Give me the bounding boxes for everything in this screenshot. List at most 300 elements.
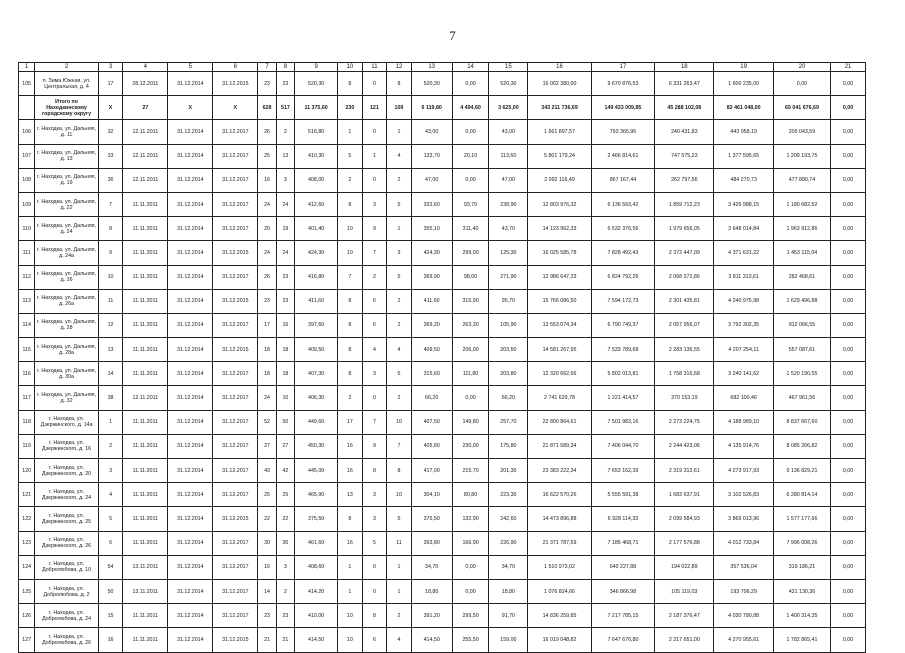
table-cell: 9 [98, 241, 123, 265]
table-cell: 11.11.2011 [123, 241, 168, 265]
table-cell: 407,30 [295, 362, 338, 386]
table-cell: 111,80 [452, 362, 489, 386]
table-cell: 6 [98, 531, 123, 555]
table-cell: 22 [276, 507, 294, 531]
table-cell: 31.12.2017 [213, 531, 258, 555]
table-cell: 271,90 [489, 265, 528, 289]
table-cell: 0,00 [831, 72, 866, 96]
table-cell: 122 [19, 507, 35, 531]
table-cell: 257,70 [489, 410, 528, 434]
table-cell: 25 [258, 144, 276, 168]
table-cell: 127 [19, 628, 35, 652]
table-cell: 2 [338, 386, 363, 410]
table-cell: 23 [258, 72, 276, 96]
table-cell: 407,50 [411, 410, 452, 434]
table-cell: 7 647 676,80 [591, 628, 654, 652]
address-cell: г. Находка, ул. Дзержинского, д. 24 [35, 483, 98, 507]
table-cell: 11 375,60 [295, 96, 338, 120]
table-cell: 2 068 272,86 [655, 265, 714, 289]
table-cell: 628 [258, 96, 276, 120]
table-cell: 242,60 [489, 507, 528, 531]
table-cell: 93,70 [452, 192, 489, 216]
table-cell: 109 [387, 96, 412, 120]
table-cell: 8 [338, 192, 363, 216]
table-cell: 8 [338, 362, 363, 386]
table-cell: 0,00 [831, 483, 866, 507]
table-cell: 226,90 [489, 531, 528, 555]
table-cell: 370 153,19 [655, 386, 714, 410]
table-cell: 26 [258, 120, 276, 144]
table-cell: 45 288 102,08 [655, 96, 714, 120]
table-cell: 401,40 [295, 217, 338, 241]
table-cell: 31.12.2015 [213, 72, 258, 96]
table-cell: 111 [19, 241, 35, 265]
table-cell: 114 [19, 313, 35, 337]
table-cell: 12.11.2011 [123, 120, 168, 144]
table-cell: 4 494,60 [452, 96, 489, 120]
table-cell: 409,50 [411, 338, 452, 362]
table-cell: 31.12.2014 [168, 604, 213, 628]
table-cell: 467 961,56 [773, 386, 830, 410]
table-cell: 31.12.2017 [213, 313, 258, 337]
table-cell: 11.11.2011 [123, 192, 168, 216]
table-cell: 2 [338, 168, 363, 192]
table-cell: 0,00 [452, 555, 489, 579]
table-cell: 5 [387, 507, 412, 531]
table-cell: 416,80 [295, 265, 338, 289]
address-cell: г. Находка, ул. Дальняя, д. 26а [35, 289, 98, 313]
table-cell: 0 [362, 168, 387, 192]
table-cell: 10 [387, 410, 412, 434]
table-cell: 126 [19, 604, 35, 628]
table-cell: 16 [338, 531, 363, 555]
table-cell: 21 871 589,34 [528, 434, 591, 458]
table-cell: 240 431,83 [655, 120, 714, 144]
table-cell: 11.11.2011 [123, 217, 168, 241]
table-cell: 4 188 989,10 [714, 410, 773, 434]
table-cell: 9 [362, 217, 387, 241]
table-cell: 7 [98, 192, 123, 216]
column-number: 20 [773, 63, 830, 72]
table-cell: 1 629 496,88 [773, 289, 830, 313]
table-cell: 0,00 [452, 168, 489, 192]
table-cell: 315,90 [452, 289, 489, 313]
table-cell: 11 [387, 531, 412, 555]
table-cell: 8 [362, 459, 387, 483]
address-cell: г. Находка, ул. Добролюбова, д. 24 [35, 604, 98, 628]
table-cell: 159,00 [489, 628, 528, 652]
table-cell: 16 622 570,26 [528, 483, 591, 507]
column-number: 7 [258, 63, 276, 72]
address-cell: г. Находка, ул. Дальняя, д. 32 [35, 386, 98, 410]
table-cell: 107 [19, 144, 35, 168]
table-cell: 5 [387, 192, 412, 216]
table-cell: 0,00 [452, 120, 489, 144]
table-cell: 461,60 [295, 531, 338, 555]
table-cell: 6 [362, 313, 387, 337]
table-cell: 31.12.2015 [213, 241, 258, 265]
table-cell: 28.12.2011 [123, 72, 168, 96]
table-cell: 9 136 829,21 [773, 459, 830, 483]
table-cell: 7 533 789,68 [591, 338, 654, 362]
table-cell: 10 [338, 217, 363, 241]
table-cell: 2 [98, 434, 123, 458]
table-cell: 23 [276, 289, 294, 313]
table-cell: 3 792 302,35 [714, 313, 773, 337]
table-cell: 411,60 [295, 289, 338, 313]
column-number: 9 [295, 63, 338, 72]
table-cell: 3 426 988,15 [714, 192, 773, 216]
table-cell: 125 [19, 579, 35, 603]
table-cell: 410,00 [295, 604, 338, 628]
table-cell: 32 [98, 120, 123, 144]
page-number: 7 [449, 28, 456, 43]
table-cell: 11.11.2011 [123, 410, 168, 434]
table-cell: 149 433 009,85 [591, 96, 654, 120]
table-cell: 203,80 [489, 362, 528, 386]
table-cell: 175,80 [489, 434, 528, 458]
table-cell: 31.12.2014 [168, 483, 213, 507]
table-cell: 1 [338, 120, 363, 144]
table-cell: 410,30 [295, 144, 338, 168]
table-cell: 105 119,03 [655, 579, 714, 603]
table-cell: 65 041 676,69 [773, 96, 830, 120]
table-cell: 2 187 376,47 [655, 604, 714, 628]
table-cell: 17 [258, 313, 276, 337]
table-cell: 11.11.2011 [123, 338, 168, 362]
table-cell: 14 123 962,33 [528, 217, 591, 241]
table-cell: 31.12.2017 [213, 434, 258, 458]
table-cell: 50 [98, 579, 123, 603]
table-cell: 31.12.2017 [213, 555, 258, 579]
table-cell: 4 [362, 338, 387, 362]
table-cell: 83 461 048,00 [714, 96, 773, 120]
table-row [19, 168, 866, 192]
table-cell: 7 185 468,71 [591, 531, 654, 555]
table-cell: 4 012 733,84 [714, 531, 773, 555]
table-cell: 223,30 [489, 483, 528, 507]
table-cell: 31.12.2014 [168, 313, 213, 337]
table-cell: 16 [98, 628, 123, 652]
column-number: 10 [338, 63, 363, 72]
table-cell: 27 [123, 96, 168, 120]
table-cell: 3 [276, 168, 294, 192]
table-row [19, 434, 866, 458]
table-cell: 38 [98, 386, 123, 410]
table-cell: 431 130,36 [773, 579, 830, 603]
table-cell: 2 317 651,00 [655, 628, 714, 652]
table-cell: 10 [387, 483, 412, 507]
table-cell: 1 180 682,52 [773, 192, 830, 216]
table-cell: 13.11.2011 [123, 579, 168, 603]
table-cell: 31.12.2017 [213, 483, 258, 507]
table-cell: 16 019 048,82 [528, 628, 591, 652]
table-cell: 5 [98, 507, 123, 531]
table-cell: 3 [362, 483, 387, 507]
table-cell: 6 331 263,47 [655, 72, 714, 96]
table-cell: 23 [258, 604, 276, 628]
table-cell: 2 [276, 120, 294, 144]
table-cell: 31.12.2017 [213, 120, 258, 144]
table-cell: 106 [19, 120, 35, 144]
table-cell: 91,70 [489, 604, 528, 628]
table-cell: 110 [19, 217, 35, 241]
table-cell: 1 979 656,05 [655, 217, 714, 241]
table-cell: 24 [258, 386, 276, 410]
column-number: 4 [123, 63, 168, 72]
table-cell: 121 [19, 483, 35, 507]
table-cell: 132,90 [452, 507, 489, 531]
table-cell: 7 594 172,73 [591, 289, 654, 313]
table-row [19, 289, 866, 313]
table-cell: 31.12.2014 [168, 362, 213, 386]
table-cell: 11.11.2011 [123, 362, 168, 386]
table-row [19, 120, 866, 144]
table-cell: 6 136 593,42 [591, 192, 654, 216]
table-cell: 24 [258, 192, 276, 216]
table-cell: 0,00 [452, 386, 489, 410]
table-cell: 80,80 [452, 483, 489, 507]
table-cell: 10 [338, 241, 363, 265]
table-cell: 2 099 584,93 [655, 507, 714, 531]
table-cell: 414,50 [411, 628, 452, 652]
table-cell: 31.12.2017 [213, 217, 258, 241]
table-cell: 13 [98, 338, 123, 362]
table-cell: 1 782 865,41 [773, 628, 830, 652]
table-cell: 255,50 [452, 628, 489, 652]
table-cell: 124 [19, 555, 35, 579]
table-cell: 1 453 115,04 [773, 241, 830, 265]
table-cell: 20 [258, 217, 276, 241]
table-cell: 299,00 [452, 241, 489, 265]
table-cell: 14 581 267,95 [528, 338, 591, 362]
table-cell: 24 [276, 241, 294, 265]
table-cell: 0,00 [831, 217, 866, 241]
table-cell: 304,10 [411, 483, 452, 507]
table-cell: 0,00 [831, 531, 866, 555]
table-cell: 11.11.2011 [123, 531, 168, 555]
table-cell: 0,00 [831, 241, 866, 265]
table-cell: 14 473 896,88 [528, 507, 591, 531]
table-cell: 311,40 [452, 217, 489, 241]
table-cell: 0,00 [773, 72, 830, 96]
table-cell: 116 [19, 362, 35, 386]
table-cell: 206,00 [452, 338, 489, 362]
table-cell: 2 [387, 604, 412, 628]
table-cell: 33 [98, 144, 123, 168]
table-cell: 7 996 008,26 [773, 531, 830, 555]
table-cell: 640 227,88 [591, 555, 654, 579]
column-number: 6 [213, 63, 258, 72]
table-cell: 11.11.2011 [123, 483, 168, 507]
table-cell: 1 963 912,86 [773, 217, 830, 241]
table-cell: 119 [19, 434, 35, 458]
table-cell: 0,00 [831, 459, 866, 483]
table-cell: 6 119,80 [411, 96, 452, 120]
table-cell: 2 [387, 289, 412, 313]
table-cell: 0 [362, 555, 387, 579]
address-cell: г. Находка, ул. Дальняя, д. 11 [35, 120, 98, 144]
table-cell: X [213, 96, 258, 120]
table-cell: 8 [338, 507, 363, 531]
table-cell: 11 [98, 289, 123, 313]
address-cell: г. Находка, ул. Дальняя, д. 19 [35, 168, 98, 192]
table-cell: 7 828 492,43 [591, 241, 654, 265]
table-cell: 18,80 [489, 579, 528, 603]
table-cell: 22 [258, 507, 276, 531]
table-cell: 355,10 [411, 217, 452, 241]
table-cell: 282 468,61 [773, 265, 830, 289]
table-cell: 11.11.2011 [123, 507, 168, 531]
table-cell: 4 135 914,76 [714, 434, 773, 458]
table-cell: 16 [258, 555, 276, 579]
table-cell: 14 [258, 579, 276, 603]
table-cell: 17 [98, 72, 123, 96]
table-cell: 1 758 316,68 [655, 362, 714, 386]
table-cell: 263,30 [452, 313, 489, 337]
table-cell: 31.12.2014 [168, 459, 213, 483]
table-cell: 6 790 749,37 [591, 313, 654, 337]
table-row [19, 459, 866, 483]
table-cell: 1 [338, 579, 363, 603]
table-cell: 31.12.2017 [213, 362, 258, 386]
table-cell: 52 [258, 410, 276, 434]
table-cell: 2 177 576,88 [655, 531, 714, 555]
table-cell: 2 [387, 313, 412, 337]
table-cell: 0,00 [831, 604, 866, 628]
table-cell: 113,60 [489, 144, 528, 168]
table-cell: 520,30 [489, 72, 528, 96]
table-body [19, 63, 866, 653]
table-cell: 34,70 [489, 555, 528, 579]
table-cell: 0,00 [831, 507, 866, 531]
table-cell: 238,90 [489, 192, 528, 216]
address-cell: г. Находка, ул. Дзержинского, д. 14а [35, 410, 98, 434]
table-cell: 23 [276, 604, 294, 628]
table-cell: 2 [387, 386, 412, 410]
address-cell: п. Зима Южная, ул. Центральная, д. 4 [35, 72, 98, 96]
table-cell: 1 [338, 555, 363, 579]
table-cell: 0,00 [831, 144, 866, 168]
table-cell: 4 240 975,98 [714, 289, 773, 313]
table-cell: 2 057 956,07 [655, 313, 714, 337]
table-cell: 16 [276, 313, 294, 337]
table-cell: 319 186,21 [773, 555, 830, 579]
address-cell: г. Находка, ул. Дальняя, д. 24 [35, 217, 98, 241]
table-row [19, 362, 866, 386]
table-cell: 95,70 [489, 289, 528, 313]
table-cell: 31.12.2015 [213, 338, 258, 362]
table-row [19, 338, 866, 362]
table-cell: 0,00 [831, 410, 866, 434]
table-cell: 0,00 [831, 168, 866, 192]
table-cell: 0,00 [452, 579, 489, 603]
table-cell: 4 [387, 338, 412, 362]
table-cell: 4 273 917,93 [714, 459, 773, 483]
address-cell: г. Находка, ул. Дзержинского, д. 16 [35, 434, 98, 458]
table-cell: 424,30 [411, 241, 452, 265]
table-cell: 31.12.2017 [213, 386, 258, 410]
table-cell [19, 96, 35, 120]
table-cell: 517 [276, 96, 294, 120]
table-cell: 201,30 [489, 459, 528, 483]
table-row [19, 579, 866, 603]
table-cell: 262 797,56 [655, 168, 714, 192]
table-cell: 54 [98, 555, 123, 579]
column-number: 16 [528, 63, 591, 72]
address-cell: г. Находка, ул. Дальняя, д. 24а [35, 241, 98, 265]
table-cell: 30 [276, 531, 294, 555]
table-cell: 2 [387, 168, 412, 192]
table-cell: 11.11.2011 [123, 289, 168, 313]
table-cell: 31.12.2015 [213, 507, 258, 531]
table-cell: 12.11.2011 [123, 144, 168, 168]
table-cell: 118 [19, 410, 35, 434]
table-cell: 27 [276, 434, 294, 458]
table-cell: 332,60 [411, 192, 452, 216]
table-cell: 24 [276, 192, 294, 216]
table-cell: 31.12.2014 [168, 192, 213, 216]
total-row [19, 96, 866, 120]
table-cell: 26 [258, 265, 276, 289]
table-cell: 516,80 [295, 120, 338, 144]
address-cell: г. Находка, ул. Дальняя, д. 22 [35, 192, 98, 216]
table-cell: 14 [98, 362, 123, 386]
table-cell: 31.12.2014 [168, 72, 213, 96]
table-cell: 15 766 086,50 [528, 289, 591, 313]
table-cell: 31.12.2014 [168, 289, 213, 313]
table-cell: 31.12.2014 [168, 120, 213, 144]
table-cell: 2 273 224,75 [655, 410, 714, 434]
table-cell: 6 928 114,33 [591, 507, 654, 531]
table-cell: 8 [338, 289, 363, 313]
table-cell: 520,30 [411, 72, 452, 96]
table-cell: 477 880,74 [773, 168, 830, 192]
address-cell: г. Находка, ул. Добролюбова, д. 10 [35, 555, 98, 579]
table-cell: 0 [362, 386, 387, 410]
column-number: 18 [655, 63, 714, 72]
table-cell: 5 555 591,38 [591, 483, 654, 507]
table-cell: 414,20 [295, 579, 338, 603]
table-cell: 393,80 [411, 531, 452, 555]
table-cell: 1 520 190,55 [773, 362, 830, 386]
table-cell: 12.11.2011 [123, 386, 168, 410]
table-cell: 3 [362, 192, 387, 216]
column-number: 3 [98, 63, 123, 72]
table-cell: 0,00 [831, 289, 866, 313]
table-cell: 66,20 [489, 386, 528, 410]
table-cell: 5 [338, 144, 363, 168]
column-number: 1 [19, 63, 35, 72]
table-cell: 2 466 814,61 [591, 144, 654, 168]
table-row [19, 192, 866, 216]
table-cell: 8 [338, 72, 363, 96]
table-cell: 16 [338, 459, 363, 483]
table-cell: 31.12.2014 [168, 434, 213, 458]
table-row [19, 72, 866, 96]
table-cell: 375,50 [411, 507, 452, 531]
table-cell: 1 377 595,65 [714, 144, 773, 168]
table-cell: 0,00 [831, 338, 866, 362]
table-cell: 2 283 136,55 [655, 338, 714, 362]
table-cell: 4 207 254,11 [714, 338, 773, 362]
table-row [19, 604, 866, 628]
table-cell: 5 802 013,81 [591, 362, 654, 386]
table-cell: 1 [387, 217, 412, 241]
table-cell: 31.12.2014 [168, 555, 213, 579]
table-cell: 450,30 [295, 434, 338, 458]
table-cell: 8 837 667,60 [773, 410, 830, 434]
